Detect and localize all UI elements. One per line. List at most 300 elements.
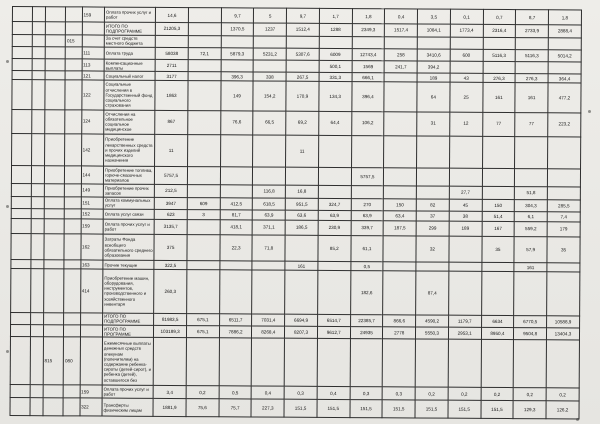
month-cell: 1370,5 xyxy=(221,23,254,36)
month-cell: 71,8 xyxy=(252,235,285,261)
month-cell: 16,8 xyxy=(285,185,318,198)
margin-cell xyxy=(32,133,44,166)
margin-cell xyxy=(11,218,32,233)
margin-cell xyxy=(11,184,32,197)
subprogram-code-cell xyxy=(64,209,80,219)
description-cell: ИТОГО ПО ПОДПРОГРАММЕ xyxy=(103,313,154,326)
month-cell: 223,2 xyxy=(548,112,581,136)
month-cell xyxy=(188,8,221,23)
table-row xyxy=(12,80,581,113)
month-cell: 270 xyxy=(351,198,384,211)
month-cell xyxy=(318,186,351,199)
month-cell xyxy=(286,167,319,185)
month-cell xyxy=(253,167,286,185)
group-code-cell xyxy=(43,325,64,338)
table-row xyxy=(10,337,579,388)
month-cell: 63,9 xyxy=(253,210,286,220)
month-cell: 675,1 xyxy=(186,313,219,326)
month-cell: 5757,5 xyxy=(351,168,384,186)
description-cell: Оплата услуг связи xyxy=(103,209,154,219)
specifics-code-cell: 159 xyxy=(80,385,103,398)
month-cell: 951,5 xyxy=(285,198,318,211)
month-cell xyxy=(515,136,548,169)
description-cell: Приобретение топлива, горюче-смазочных материалов xyxy=(103,166,154,184)
group-code-cell xyxy=(45,22,66,35)
group-code-cell xyxy=(43,269,64,313)
month-cell: 339,7 xyxy=(351,221,384,236)
month-cell xyxy=(547,272,580,316)
month-cell xyxy=(220,167,253,185)
month-cell: 85,2 xyxy=(318,236,351,262)
description-cell: Социальные отчисления в Государственный фонд социального страхования xyxy=(104,80,155,110)
month-cell xyxy=(286,36,319,49)
month-cell xyxy=(513,340,546,388)
month-cell: 0,3 xyxy=(350,387,383,400)
month-cell: 5550,3 xyxy=(416,327,449,340)
month-cell: 2953,1 xyxy=(448,327,481,340)
month-cell: 10588,9 xyxy=(547,315,580,328)
margin-cell xyxy=(11,269,32,313)
margin-cell xyxy=(11,312,32,325)
margin-cell xyxy=(31,325,43,337)
month-cell xyxy=(482,136,515,169)
month-cell xyxy=(416,262,449,271)
group-code-cell xyxy=(44,133,65,166)
description-cell: Трансферты физическим лицам xyxy=(102,398,153,416)
month-cell: 5879,3 xyxy=(221,48,254,60)
month-cell: 8268,4 xyxy=(252,326,285,339)
month-cell: 7,4 xyxy=(547,212,580,222)
total-cell: 212,5 xyxy=(155,185,188,198)
month-cell xyxy=(219,270,252,314)
month-cell: 8950,4 xyxy=(481,327,514,340)
specifics-code-cell: 162 xyxy=(80,234,103,260)
month-cell: 37 xyxy=(416,211,449,221)
month-cell xyxy=(221,35,254,48)
month-cell: 186,5 xyxy=(285,220,318,235)
month-cell: 338 xyxy=(253,72,286,81)
month-cell: 1,8 xyxy=(548,10,581,25)
month-cell: 77 xyxy=(482,112,515,136)
month-cell: 0,2 xyxy=(513,388,546,401)
description-cell: Ежемесячные выплаты денежных средств опекунам (попечителям) на содержание ребенка-сироты (детей-сирот), и ребенка (детей), оставшегося без xyxy=(102,338,153,386)
total-cell: 58038 xyxy=(155,47,188,59)
month-cell xyxy=(351,186,384,199)
table-row xyxy=(12,109,581,136)
month-cell xyxy=(515,62,548,75)
month-cell: 187,5 xyxy=(383,221,416,236)
month-cell xyxy=(187,134,220,167)
month-cell xyxy=(514,272,547,316)
month-cell xyxy=(284,339,317,387)
month-cell: 82 xyxy=(416,199,449,212)
month-cell: 304,3 xyxy=(515,199,548,212)
margin-cell xyxy=(12,109,33,133)
month-cell xyxy=(285,270,318,314)
group-code-cell xyxy=(45,80,66,110)
subprogram-code-cell xyxy=(64,234,81,260)
total-cell: 81983,5 xyxy=(154,313,187,326)
month-cell: 5116,3 xyxy=(483,49,516,61)
specifics-code-cell xyxy=(80,313,103,326)
total-cell: 2711 xyxy=(155,59,188,72)
description-cell: ИТОГО ПО ПОДПРОГРАММЕ xyxy=(104,22,155,35)
group-code-cell: 815 xyxy=(43,337,64,385)
specifics-code-cell: 159 xyxy=(81,219,104,234)
month-cell: 8,7 xyxy=(516,10,549,25)
budget-table xyxy=(9,6,581,419)
month-cell xyxy=(481,263,514,272)
month-cell: 1,8 xyxy=(352,9,385,24)
month-cell xyxy=(515,169,548,187)
month-cell: 8207,3 xyxy=(285,326,318,339)
month-cell xyxy=(219,338,252,386)
month-cell: 161 xyxy=(285,262,318,271)
month-cell xyxy=(548,37,581,50)
month-cell: 81,7 xyxy=(220,210,253,220)
month-cell xyxy=(416,168,449,186)
group-code-cell xyxy=(45,47,66,59)
description-cell: Социальный налог xyxy=(104,72,155,81)
group-code-cell xyxy=(44,196,65,209)
month-cell xyxy=(252,270,285,314)
month-cell: 0,2 xyxy=(186,386,219,399)
margin-cell xyxy=(32,196,44,208)
month-cell: 43 xyxy=(450,74,483,83)
subprogram-code-cell xyxy=(65,184,81,197)
margin-cell xyxy=(31,337,44,385)
month-cell xyxy=(187,261,220,270)
month-cell xyxy=(384,186,417,199)
margin-cell xyxy=(30,398,42,416)
month-cell: 418,1 xyxy=(220,220,253,235)
month-cell xyxy=(384,135,417,168)
month-cell: 258 xyxy=(385,49,418,61)
month-cell: 412,5 xyxy=(220,198,253,211)
margin-cell xyxy=(12,133,33,166)
month-cell: 2778 xyxy=(383,327,416,340)
month-cell: 1512,4 xyxy=(286,23,319,36)
month-cell: 151,5 xyxy=(284,400,317,418)
month-cell xyxy=(383,236,416,262)
group-code-cell xyxy=(45,59,66,72)
group-code-cell xyxy=(44,184,65,197)
subprogram-code-cell xyxy=(65,22,81,35)
description-cell: Приобретение прочих запасов xyxy=(103,184,154,197)
month-cell xyxy=(187,235,220,261)
month-cell xyxy=(351,135,384,168)
month-cell: 9612,7 xyxy=(317,326,350,339)
month-cell: 6511,7 xyxy=(219,313,252,326)
group-code-cell xyxy=(44,260,65,269)
margin-cell xyxy=(12,22,33,35)
month-cell: 161 xyxy=(514,263,547,272)
month-cell: 69,2 xyxy=(286,111,319,135)
month-cell xyxy=(188,60,221,73)
month-cell: 7886,2 xyxy=(219,326,252,339)
month-cell xyxy=(483,37,516,50)
month-cell xyxy=(220,185,253,198)
month-cell xyxy=(187,167,220,185)
month-cell: 1237 xyxy=(254,23,287,36)
month-cell: 63,4 xyxy=(384,211,417,221)
month-cell xyxy=(317,339,350,387)
month-cell: 1288 xyxy=(319,24,352,37)
table-row xyxy=(11,269,580,316)
subprogram-code-cell xyxy=(65,47,81,59)
subprogram-code-cell: 015 xyxy=(65,34,81,47)
month-cell xyxy=(253,135,286,168)
month-cell xyxy=(252,261,285,270)
month-cell: 61,1 xyxy=(351,236,384,262)
subprogram-code-cell xyxy=(64,325,80,338)
month-cell xyxy=(186,338,219,386)
month-cell: 0,5 xyxy=(350,262,383,271)
month-cell xyxy=(188,110,221,134)
month-cell: 600 xyxy=(450,49,483,61)
margin-cell xyxy=(31,234,43,260)
month-cell: 6770,5 xyxy=(514,315,547,328)
month-cell: 276,3 xyxy=(483,74,516,83)
description-cell: Оплата прочих услуг и работ xyxy=(104,7,155,23)
specifics-code-cell: 159 xyxy=(82,7,105,22)
margin-cell xyxy=(32,109,44,133)
month-cell: 477,2 xyxy=(548,83,581,113)
month-cell: 9504,8 xyxy=(514,328,547,341)
month-cell xyxy=(448,271,481,315)
month-cell: 106,2 xyxy=(351,111,384,135)
month-cell: 51,4 xyxy=(482,212,515,222)
margin-cell xyxy=(32,184,44,196)
subprogram-code-cell xyxy=(64,260,80,269)
month-cell: 866,6 xyxy=(383,314,416,327)
description-cell: За счет средств местного бюджета xyxy=(104,35,155,48)
month-cell: 6514,7 xyxy=(317,314,350,327)
month-cell: 6,1 xyxy=(514,212,547,222)
month-cell: 35 xyxy=(547,237,580,263)
month-cell: 5307,6 xyxy=(286,48,319,60)
month-cell: 170,9 xyxy=(286,81,319,111)
total-cell: 3135,7 xyxy=(154,219,187,234)
month-cell xyxy=(254,36,287,49)
month-cell xyxy=(415,339,448,387)
month-cell: 331,3 xyxy=(319,73,352,82)
month-cell xyxy=(318,262,351,271)
month-cell xyxy=(483,61,516,74)
month-cell: 6009 xyxy=(319,48,352,60)
month-cell: 63,6 xyxy=(285,210,318,220)
margin-cell xyxy=(33,34,45,46)
margin-cell xyxy=(31,385,43,398)
month-cell xyxy=(417,136,450,169)
month-cell: 559,2 xyxy=(514,222,547,237)
table-row xyxy=(12,133,581,169)
month-cell: 5014,2 xyxy=(548,50,581,62)
month-cell: 75,6 xyxy=(186,399,219,417)
margin-cell xyxy=(33,59,45,71)
description-cell: Затраты Фонда всеобщего обязательного среднего образования xyxy=(103,234,154,260)
margin-cell xyxy=(11,260,32,269)
month-cell: 151,5 xyxy=(415,400,448,418)
table-row xyxy=(11,234,580,264)
month-cell xyxy=(384,111,417,135)
month-cell: 22,3 xyxy=(220,235,253,261)
month-cell: 396,4 xyxy=(351,82,384,112)
month-cell: 151,5 xyxy=(350,400,383,418)
margin-cell xyxy=(12,71,33,80)
month-cell xyxy=(548,136,581,169)
total-cell: 5757,5 xyxy=(155,167,188,185)
month-cell: 1179,7 xyxy=(448,315,481,328)
month-cell: 2733,9 xyxy=(516,25,549,38)
group-code-cell xyxy=(44,234,65,260)
group-code-cell xyxy=(44,219,65,234)
month-cell: 7031,4 xyxy=(252,314,285,327)
month-cell xyxy=(416,186,449,199)
month-cell xyxy=(385,36,418,49)
month-cell: 0,4 xyxy=(317,387,350,400)
description-cell: ИТОГО ПО ПРОГРАММЕ xyxy=(103,325,154,338)
month-cell xyxy=(482,169,515,187)
month-cell xyxy=(188,81,221,111)
month-cell: 116,8 xyxy=(253,185,286,198)
month-cell xyxy=(383,262,416,271)
description-cell: Отчисления на обязательное социальное медицинское xyxy=(104,110,155,134)
month-cell: 0,7 xyxy=(483,9,516,24)
month-cell: 45 xyxy=(449,199,482,212)
table-row xyxy=(10,398,579,419)
group-code-cell xyxy=(43,312,64,325)
month-cell: 64 xyxy=(417,82,450,112)
subprogram-code-cell xyxy=(66,7,82,22)
month-cell: 77 xyxy=(515,112,548,136)
margin-cell xyxy=(12,34,33,47)
month-cell xyxy=(450,61,483,74)
month-cell: 32 xyxy=(416,236,449,262)
specifics-code-cell: 151 xyxy=(81,197,104,210)
month-cell xyxy=(482,187,515,200)
month-cell: 87,4 xyxy=(416,271,449,315)
subprogram-code-cell xyxy=(65,71,81,80)
specifics-code-cell: 142 xyxy=(81,133,104,166)
month-cell: 609 xyxy=(187,197,220,210)
month-cell: 267,5 xyxy=(286,73,319,82)
month-cell: 1773,4 xyxy=(450,24,483,37)
month-cell: 57,9 xyxy=(514,237,547,263)
total-cell xyxy=(155,35,188,48)
total-cell: 21205,3 xyxy=(156,23,189,36)
month-cell xyxy=(449,236,482,262)
month-cell xyxy=(449,168,482,186)
subprogram-code-cell xyxy=(64,197,80,210)
month-cell: 22385,7 xyxy=(350,314,383,327)
month-cell xyxy=(384,168,417,186)
month-cell: 182,6 xyxy=(350,271,383,315)
subprogram-code-cell xyxy=(65,109,82,133)
month-cell: 134,3 xyxy=(319,82,352,112)
margin-cell xyxy=(10,398,31,416)
month-cell: 0,3 xyxy=(382,387,415,400)
month-cell: 9,7 xyxy=(287,8,320,23)
month-cell: 3410,6 xyxy=(417,49,450,61)
description-cell: Приобретение машин, оборудования, инструментов, производственного и хозяйственного инвентаря xyxy=(103,269,154,313)
month-cell: 324,7 xyxy=(318,198,351,211)
specifics-code-cell: 122 xyxy=(81,80,104,110)
month-cell: 149 xyxy=(221,81,254,111)
month-cell: 396,3 xyxy=(221,72,254,81)
month-cell xyxy=(188,72,221,81)
specifics-code-cell: 414 xyxy=(80,269,103,313)
month-cell: 1569 xyxy=(352,61,385,74)
month-cell xyxy=(450,37,483,50)
group-code-cell xyxy=(43,398,64,416)
month-cell xyxy=(516,37,549,50)
month-cell: 371,1 xyxy=(252,220,285,235)
margin-cell xyxy=(32,166,44,184)
month-cell: 3 xyxy=(187,210,220,220)
month-cell: 364,4 xyxy=(548,74,581,83)
margin-cell xyxy=(10,325,31,338)
month-cell: 66,5 xyxy=(253,111,286,135)
month-cell: 6634 xyxy=(481,315,514,328)
total-cell: 1881,9 xyxy=(153,399,186,417)
month-cell xyxy=(547,263,580,272)
month-cell xyxy=(481,271,514,315)
total-cell: 103189,3 xyxy=(154,325,187,338)
specifics-code-cell xyxy=(82,35,105,48)
description-cell: Компенсационные выплаты xyxy=(104,59,155,72)
month-cell xyxy=(188,23,221,36)
month-cell: 0,4 xyxy=(251,386,284,399)
month-cell: 5116,3 xyxy=(515,50,548,62)
margin-cell xyxy=(12,59,33,72)
month-cell: 4590,2 xyxy=(416,315,449,328)
margin-cell xyxy=(31,269,44,313)
margin-cell xyxy=(31,260,43,269)
total-cell: 11 xyxy=(155,134,188,167)
month-cell: 63,9 xyxy=(351,211,384,221)
month-cell xyxy=(187,270,220,314)
description-cell: Оплата труда xyxy=(104,47,155,59)
subprogram-code-cell xyxy=(63,385,79,398)
month-cell: 151,5 xyxy=(448,401,481,419)
month-cell: 35 xyxy=(481,237,514,263)
month-cell: 0,2 xyxy=(415,387,448,400)
description-cell: Приобретение лекарственных средств и прочих изделий медицинского назначения xyxy=(104,134,155,167)
specifics-code-cell: 124 xyxy=(81,110,104,134)
margin-cell xyxy=(33,7,45,22)
month-cell: 0,2 xyxy=(546,388,579,401)
month-cell: 2316,4 xyxy=(483,25,516,38)
total-cell: 623 xyxy=(154,210,187,220)
margin-cell xyxy=(12,7,33,22)
margin-cell xyxy=(11,209,32,219)
group-code-cell xyxy=(44,166,65,184)
specifics-code-cell xyxy=(80,337,103,385)
group-code-cell xyxy=(45,34,66,47)
margin-cell xyxy=(31,312,43,324)
month-cell: 0,3 xyxy=(284,387,317,400)
specifics-code-cell: 152 xyxy=(81,209,104,219)
margin-cell xyxy=(32,209,44,219)
month-cell xyxy=(383,339,416,387)
month-cell: 11 xyxy=(286,135,319,168)
month-cell: 179 xyxy=(547,222,580,237)
month-cell: 227,3 xyxy=(251,399,284,417)
subprogram-code-cell xyxy=(65,133,82,166)
total-cell: 322,5 xyxy=(154,261,187,270)
month-cell xyxy=(221,60,254,73)
